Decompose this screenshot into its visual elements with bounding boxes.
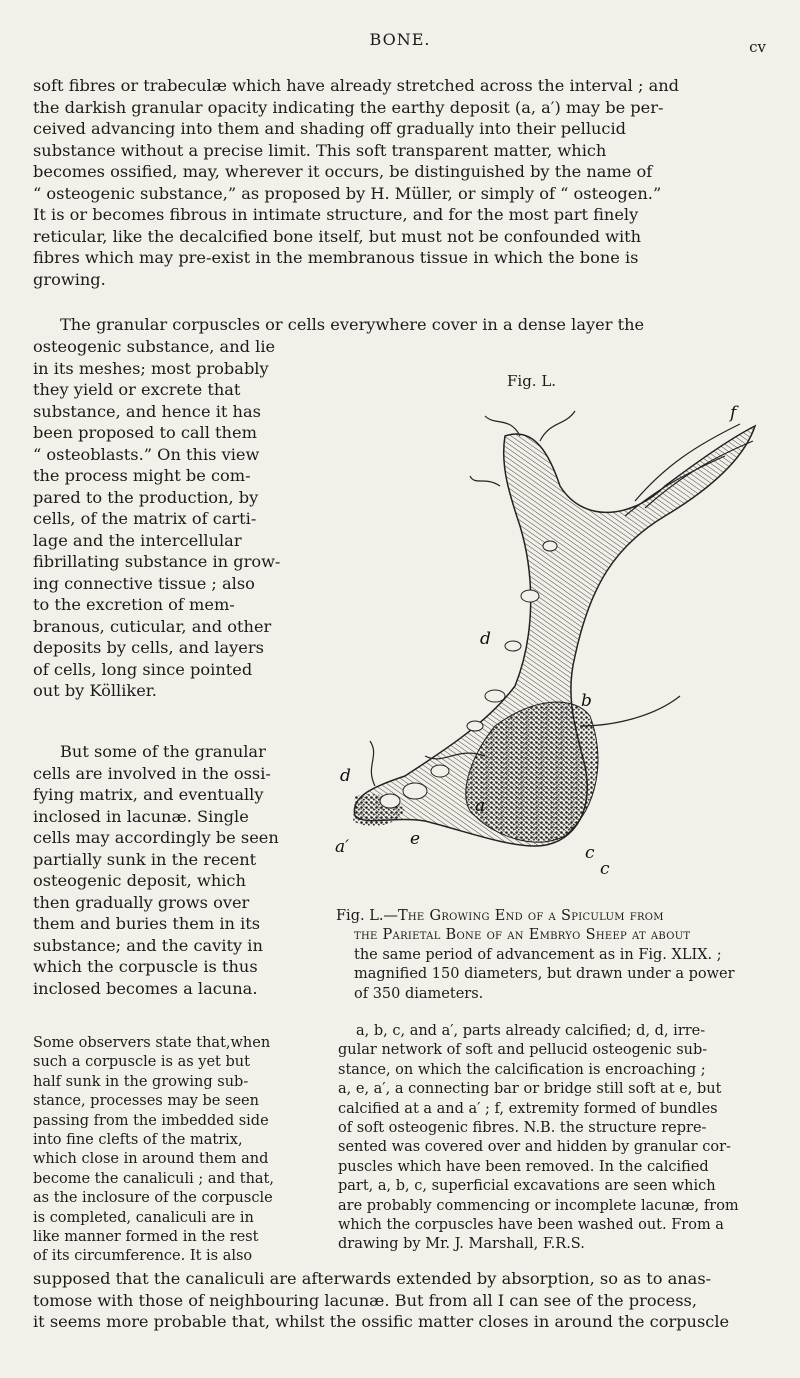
text-line: drawing by Mr. J. Marshall, F.R.S. bbox=[338, 1236, 585, 1253]
text-line: the process might be com- bbox=[33, 466, 251, 485]
text-line: which the corpuscle is thus bbox=[33, 957, 258, 976]
page-header bbox=[0, 30, 800, 60]
text-line: reticular, like the decalcified bone itself, but must not be confounded with bbox=[33, 226, 642, 246]
text-line: osteogenic deposit, which bbox=[33, 871, 246, 890]
text-line: then gradually grows over bbox=[33, 892, 250, 912]
text-line: sented was covered over and hidden by granular cor- bbox=[338, 1139, 731, 1156]
text-line: of soft osteogenic fibres. N.B. the structure repre- bbox=[338, 1120, 707, 1137]
figure-letter-d-left: d bbox=[340, 766, 351, 786]
figure-letter-b: b bbox=[581, 691, 592, 711]
text-line: gular network of soft and pellucid osteogenic sub- bbox=[338, 1042, 708, 1059]
text-line: inclosed becomes a lacuna. bbox=[33, 978, 258, 998]
text-line: supposed that the canaliculi are afterwards extended by absorption, so as to anas- bbox=[33, 1269, 712, 1288]
text-line: inclosed in lacunæ. Single bbox=[33, 806, 249, 826]
text-line: is completed, canaliculi are in bbox=[33, 1209, 254, 1226]
caption-line: the same period of advancement as in Fig. XLIX. ; bbox=[354, 946, 722, 963]
paragraph-bottom bbox=[33, 1268, 766, 1333]
page-number: cv bbox=[749, 38, 766, 56]
figure-letter-e: e bbox=[410, 829, 421, 849]
text-line: ceived advancing into them and shading off gradually into their pellucid bbox=[33, 119, 627, 138]
text-line: into fine clefts of the matrix, bbox=[33, 1132, 243, 1149]
text-line: part, a, b, c, superficial excavations are seen which bbox=[338, 1178, 716, 1195]
figure-letter-a-prime: a′ bbox=[335, 837, 349, 857]
text-line: ing connective tissue ; also bbox=[33, 573, 255, 593]
paragraph-granular-first-line bbox=[33, 314, 766, 336]
figure-letter-d-upper: d bbox=[480, 629, 491, 649]
text-line: half sunk in the growing sub- bbox=[33, 1073, 249, 1090]
text-line: of its circumference. It is also bbox=[33, 1248, 253, 1265]
paragraph-observers bbox=[33, 1034, 315, 1267]
text-line: like manner formed in the rest bbox=[33, 1229, 259, 1246]
text-line: fying matrix, and eventually bbox=[33, 785, 264, 804]
text-line: It is or becomes fibrous in intimate structure, and for the most part finely bbox=[33, 205, 639, 224]
text-line: branous, cuticular, and other bbox=[33, 616, 272, 636]
text-line: them and buries them in its bbox=[33, 914, 261, 933]
paragraph-granular bbox=[33, 336, 308, 702]
text-line: substance, and hence it has bbox=[33, 401, 261, 421]
text-line: a, e, a′, a connecting bar or bridge still soft at e, but bbox=[338, 1081, 722, 1098]
text-line: tomose with those of neighbouring lacunæ. But from all I can see of the process, bbox=[33, 1290, 698, 1310]
text-line: deposits by cells, and layers bbox=[33, 638, 264, 657]
figure-letter-c-upper: c bbox=[585, 843, 595, 863]
caption-heading-line bbox=[336, 907, 768, 926]
paragraph-top bbox=[33, 75, 766, 290]
text-line: substance; and the cavity in bbox=[33, 935, 263, 955]
text-line: stance, on which the calcification is encroaching ; bbox=[338, 1061, 706, 1078]
text-line: growing. bbox=[33, 269, 106, 289]
text-line: a, b, c, and a′, parts already calcified; d, d, irre- bbox=[356, 1023, 706, 1039]
text-line: becomes ossified, may, wherever it occurs, be distinguished by the name of bbox=[33, 162, 653, 181]
text-line: are probably commencing or incomplete lacunæ, from bbox=[338, 1197, 739, 1214]
text-line: osteogenic substance, and lie bbox=[33, 337, 276, 356]
figure-letter-a: a bbox=[475, 796, 486, 816]
text-line: stance, processes may be seen bbox=[33, 1093, 259, 1110]
running-title: BONE. bbox=[369, 30, 431, 49]
text-line: of cells, long since pointed bbox=[33, 659, 253, 679]
text-line: they yield or excrete that bbox=[33, 380, 241, 399]
text-line: as the inclosure of the corpuscle bbox=[33, 1190, 273, 1207]
text-line: to the excretion of mem- bbox=[33, 595, 235, 614]
text-line: cells are involved in the ossi- bbox=[33, 763, 271, 783]
figure-letter-c-lower: c bbox=[600, 859, 610, 879]
text-line: been proposed to call them bbox=[33, 423, 257, 442]
text-line: such a corpuscle is as yet but bbox=[33, 1054, 250, 1071]
caption-heading-line: the Parietal Bone of an Embryo Sheep at about bbox=[354, 927, 691, 944]
text-line: “ osteogenic substance,” as proposed by H. Müller, or simply of “ osteogen.” bbox=[33, 183, 662, 203]
text-line: puscles which have been removed. In the calcified bbox=[338, 1158, 709, 1175]
paragraph-some-cells bbox=[33, 741, 308, 999]
text-line: pared to the production, by bbox=[33, 487, 259, 507]
text-line: which close in around them and bbox=[33, 1151, 269, 1168]
text-line: fibrillating substance in grow- bbox=[33, 552, 281, 571]
figure-illustration bbox=[335, 396, 770, 901]
text-line: become the canaliculi ; and that, bbox=[33, 1170, 274, 1187]
text-line: it seems more probable that, whilst the ossific matter closes in around the corpuscle bbox=[33, 1312, 730, 1331]
text-line: partially sunk in the recent bbox=[33, 849, 257, 869]
text-line: passing from the imbedded side bbox=[33, 1112, 269, 1129]
text-line: “ osteoblasts.” On this view bbox=[33, 444, 260, 464]
text-line: calcified at a and a′ ; f, extremity formed of bundles bbox=[338, 1100, 718, 1117]
text-line: cells, of the matrix of carti- bbox=[33, 509, 257, 528]
text-line: The granular corpuscles or cells everywhere cover in a dense layer the bbox=[60, 315, 645, 334]
figure-caption bbox=[336, 907, 768, 1004]
caption-line: magnified 150 diameters, but drawn under a power bbox=[354, 966, 735, 983]
text-line: which the corpuscles have been washed out. From a bbox=[338, 1217, 724, 1234]
caption-prefix: Fig. L.— bbox=[336, 908, 398, 924]
text-line: fibres which may pre-exist in the membranous tissue in which the bone is bbox=[33, 248, 639, 267]
caption-heading-text: The Growing End of a Spiculum from bbox=[397, 908, 664, 924]
text-line: lage and the intercellular bbox=[33, 530, 242, 550]
text-line: cells may accordingly be seen bbox=[33, 828, 279, 847]
text-line: But some of the granular bbox=[60, 742, 266, 761]
figure-label: Fig. L. bbox=[507, 372, 557, 390]
text-line: substance without a precise limit. This soft transparent matter, which bbox=[33, 140, 607, 160]
figure-letter-f: f bbox=[730, 403, 737, 423]
figure-note bbox=[338, 1022, 768, 1255]
text-line: out by Kölliker. bbox=[33, 681, 157, 700]
text-line: Some observers state that,when bbox=[33, 1035, 271, 1051]
text-line: in its meshes; most probably bbox=[33, 358, 269, 378]
text-line: the darkish granular opacity indicating the earthy deposit (a, a′) may be per- bbox=[33, 97, 664, 117]
text-line: soft fibres or trabeculæ which have already stretched across the interval ; and bbox=[33, 76, 680, 95]
caption-line: of 350 diameters. bbox=[354, 985, 484, 1002]
